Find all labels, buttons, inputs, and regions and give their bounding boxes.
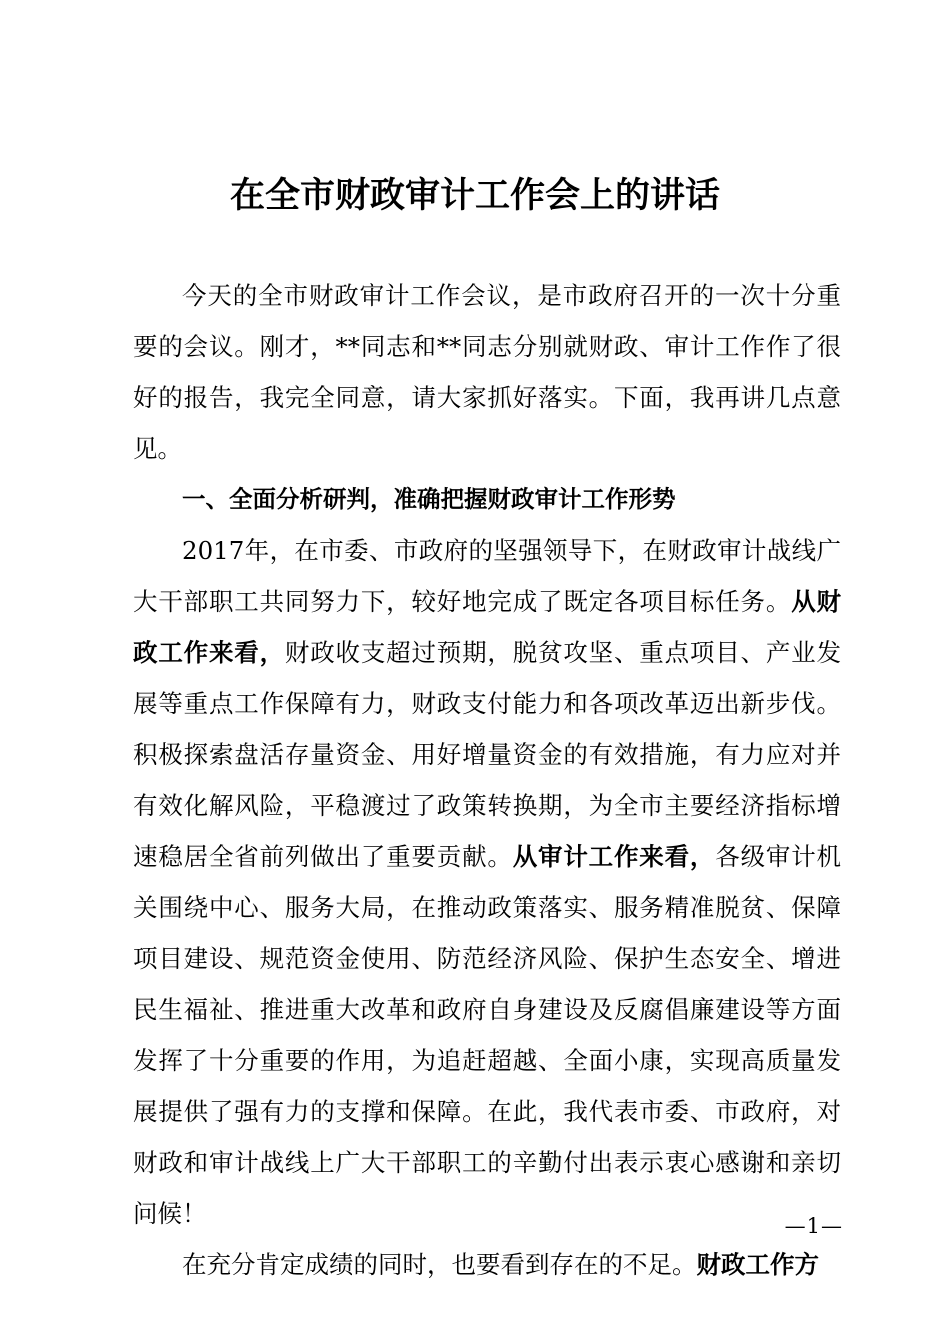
bold-phrase-finance-work: 财政工作方 [696,1250,819,1279]
page-number: —1— [784,1214,843,1238]
bold-phrase-audit: 从审计工作来看， [512,842,716,871]
paragraph-achievements [133,525,841,1239]
paragraph-text: 2017年，在市委、市政府的坚强领导下，在财政审计战线广大干部职工共同努力下，较好地完成了既定各项目标任务。 [133,536,841,616]
document-title: 在全市财政审计工作会上的讲话 [229,175,720,216]
bold-phrase-finance: 从财政工作来看， [133,587,842,667]
paragraph-text: 在充分肯定成绩的同时，也要看到存在的不足。 [182,1250,697,1279]
paragraph-text: 各级审计机关围绕中心、服务大局，在推动政策落实、服务精准脱贫、保障项目建设、规范资金使用、防范经济风险、保护生态安全、增进民生福祉、推进重大改革和政府自身建设及反腐倡廉建设等方面发挥了十分重要的作用，为追赶超越、全面小康，实现高质量发展提供了强有力的支撑和保障。在此，我代表市委、市政府，对财政和审计战线上广大干部职工的辛勤付出表示衷心感谢和亲切问候！ [133,842,842,1228]
paragraph-text: 财政收支超过预期，脱贫攻坚、重点项目、产业发展等重点工作保障有力，财政支付能力和各项改革迈出新步伐。积极探索盘活存量资金、用好增量资金的有效措施，有力应对并有效化解风险，平稳渡过了政策转换期，为全市主要经济指标增速稳居全省前列做出了重要贡献。 [133,638,841,871]
section-heading-1: 一、全面分析研判，准确把握财政审计工作形势 [182,485,676,513]
paragraph-shortcomings [133,1239,841,1290]
paragraph-intro: 今天的全市财政审计工作会议，是市政府召开的一次十分重要的会议。刚才，**同志和**同志分别就财政、审计工作作了很好的报告，我完全同意，请大家抓好落实。下面，我再讲几点意见。 [133,281,841,463]
document-body [133,270,841,1290]
